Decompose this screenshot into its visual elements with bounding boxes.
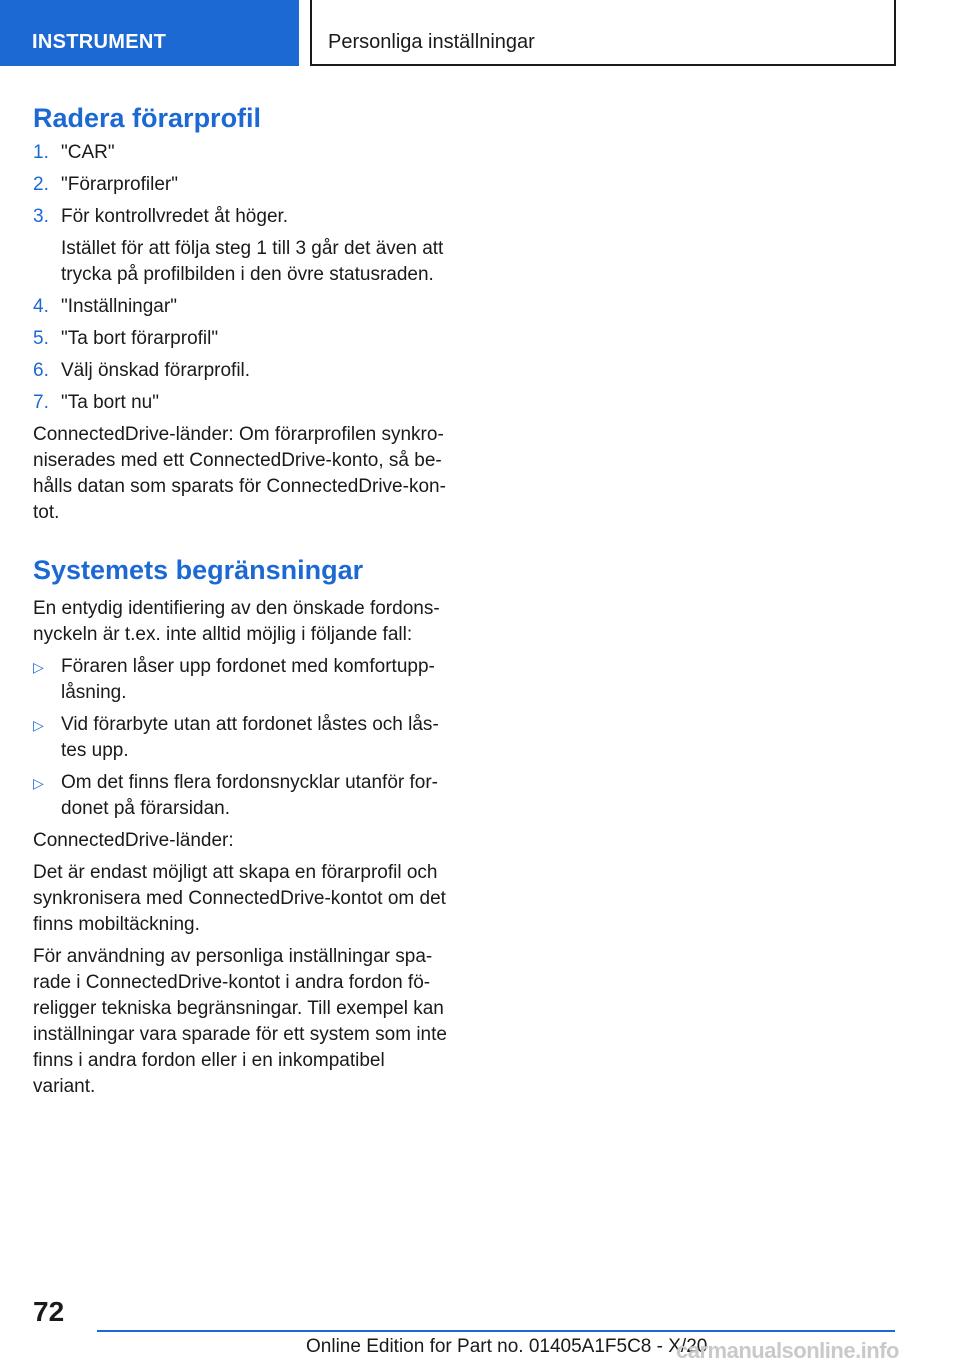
step-text: "Ta bort förarprofil" xyxy=(61,328,219,349)
list-item xyxy=(33,294,448,320)
step-number: 7. xyxy=(33,392,49,413)
limits-bullet-list xyxy=(33,654,448,822)
bullet-text: Vid förarbyte utan att fordonet låstes och låstes upp. xyxy=(61,714,439,761)
connecteddrive-sync-note: ConnectedDrive-länder: Om förarprofilen synkroniserades med ett ConnectedDrive-konto, så behålls datan som sparats för ConnectedDrive-kontot. xyxy=(33,424,446,523)
delete-steps-list xyxy=(33,140,448,416)
main-content xyxy=(33,98,448,1100)
connecteddrive-countries-label: ConnectedDrive-länder: xyxy=(33,830,234,851)
step-text: "Inställningar" xyxy=(61,296,177,317)
limits-intro: En entydig identifiering av den önskade fordonsnyckeln är t.ex. inte alltid möjlig i följande fall: xyxy=(33,598,440,645)
footer-divider xyxy=(97,1330,895,1332)
page-header xyxy=(0,0,960,66)
heading-system-limits: Systemets begränsningar xyxy=(33,555,364,585)
step-number: 5. xyxy=(33,328,49,349)
list-item xyxy=(33,712,448,764)
watermark: carmanualsonline.info xyxy=(676,1338,899,1363)
step-number: 2. xyxy=(33,174,49,195)
step-text: "Ta bort nu" xyxy=(61,392,159,413)
step-number: 4. xyxy=(33,296,49,317)
heading-delete-driver-profile: Radera förarprofil xyxy=(33,103,262,133)
page-number: 72 xyxy=(33,1296,65,1327)
step-text: För kontrollvredet åt höger. xyxy=(61,206,289,227)
chapter-title: Personliga inställningar xyxy=(310,0,896,66)
list-item xyxy=(33,390,448,416)
list-item xyxy=(33,326,448,352)
step-text: "Förarprofiler" xyxy=(61,174,178,195)
technical-limits-note: För användning av personliga inställningar sparade i ConnectedDrive-kontot i andra fordon föreligger tekniska begränsningar. Till exempel kan inställningar vara sparade för ett system som inte finns i andra fordon eller i en inkompatibel variant. xyxy=(33,946,447,1097)
triangle-bullet-icon: ▷ xyxy=(33,659,44,675)
bullet-text: Om det finns flera fordonsnycklar utanför fordonet på förarsidan. xyxy=(61,772,438,819)
step-number: 1. xyxy=(33,142,49,163)
section-tab: INSTRUMENT xyxy=(0,0,299,66)
footer-edition: Online Edition for Part no. 01405A1F5C8 - X/20 xyxy=(306,1336,708,1357)
step-number: 3. xyxy=(33,206,49,227)
bullet-text: Föraren låser upp fordonet med komfortupplåsning. xyxy=(61,656,435,703)
step-text: "CAR" xyxy=(61,142,115,163)
step-text: Välj önskad förarprofil. xyxy=(61,360,251,381)
list-item xyxy=(33,654,448,706)
list-item xyxy=(33,204,448,288)
list-item xyxy=(33,140,448,166)
list-item xyxy=(33,172,448,198)
step-note: Istället för att följa steg 1 till 3 går det även att trycka på profilbilden i den övre statusraden. xyxy=(61,238,444,285)
triangle-bullet-icon: ▷ xyxy=(33,717,44,733)
step-number: 6. xyxy=(33,360,49,381)
list-item xyxy=(33,358,448,384)
triangle-bullet-icon: ▷ xyxy=(33,775,44,791)
list-item xyxy=(33,770,448,822)
mobile-coverage-note: Det är endast möjligt att skapa en förarprofil och synkronisera med ConnectedDrive-kontot om det finns mobiltäckning. xyxy=(33,862,446,935)
